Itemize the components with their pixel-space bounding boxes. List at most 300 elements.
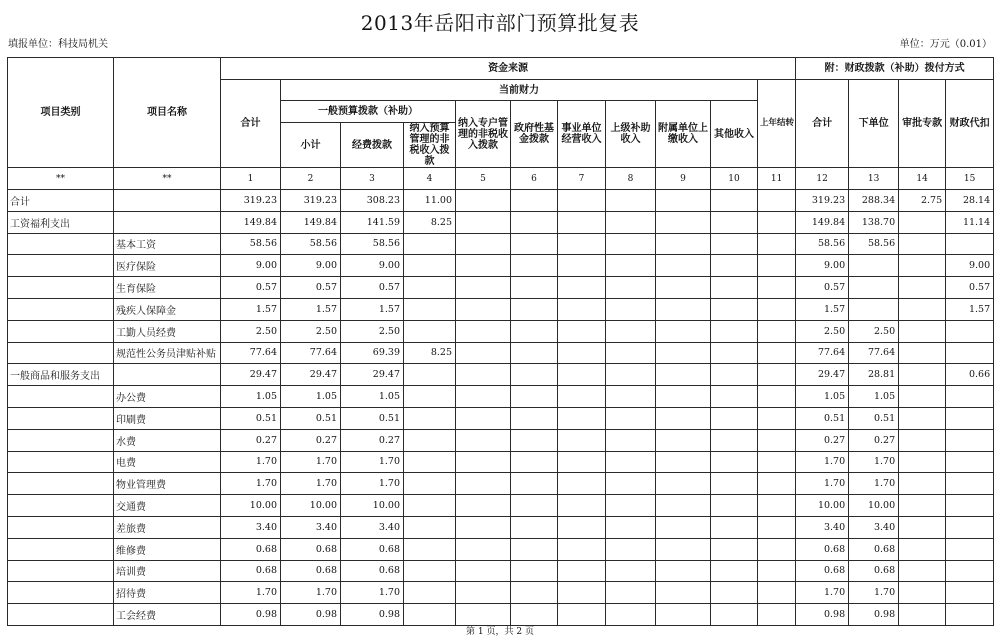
amount-col-12: 1.05 bbox=[796, 386, 849, 408]
amount-col-3: 308.23 bbox=[341, 190, 404, 212]
table-row bbox=[8, 516, 994, 538]
amount-col-4 bbox=[404, 429, 456, 451]
amount-col-6 bbox=[511, 473, 558, 495]
amount-col-7 bbox=[558, 604, 606, 626]
amount-col-2: 77.64 bbox=[281, 342, 341, 364]
amount-col-11 bbox=[758, 277, 796, 299]
row-category bbox=[8, 604, 114, 626]
amount-col-6 bbox=[511, 429, 558, 451]
amount-col-5 bbox=[456, 473, 511, 495]
amount-col-6 bbox=[511, 560, 558, 582]
amount-col-8 bbox=[606, 451, 656, 473]
amount-col-2: 29.47 bbox=[281, 364, 341, 386]
table-row bbox=[8, 582, 994, 604]
amount-col-13: 28.81 bbox=[849, 364, 899, 386]
amount-col-5 bbox=[456, 604, 511, 626]
header-item-name: 项目名称 bbox=[114, 58, 221, 168]
row-category bbox=[8, 233, 114, 255]
row-item-name: 生育保险 bbox=[114, 277, 221, 299]
amount-col-13 bbox=[849, 298, 899, 320]
header-appendix-total: 合计 bbox=[796, 80, 849, 168]
row-category bbox=[8, 582, 114, 604]
amount-col-11 bbox=[758, 582, 796, 604]
table-row bbox=[8, 473, 994, 495]
amount-col-12: 3.40 bbox=[796, 516, 849, 538]
amount-col-5 bbox=[456, 211, 511, 233]
amount-col-3: 10.00 bbox=[341, 495, 404, 517]
amount-col-2: 0.68 bbox=[281, 560, 341, 582]
amount-col-8 bbox=[606, 582, 656, 604]
table-row bbox=[8, 342, 994, 364]
amount-col-10 bbox=[711, 364, 758, 386]
amount-col-15 bbox=[946, 538, 994, 560]
amount-col-15 bbox=[946, 604, 994, 626]
amount-col-4 bbox=[404, 298, 456, 320]
amount-col-5 bbox=[456, 364, 511, 386]
table-row bbox=[8, 386, 994, 408]
amount-col-7 bbox=[558, 451, 606, 473]
amount-col-6 bbox=[511, 386, 558, 408]
amount-col-11 bbox=[758, 473, 796, 495]
amount-col-14 bbox=[899, 538, 946, 560]
amount-col-4 bbox=[404, 386, 456, 408]
table-row bbox=[8, 407, 994, 429]
row-item-name: 电费 bbox=[114, 451, 221, 473]
amount-col-1: 9.00 bbox=[221, 255, 281, 277]
amount-col-3: 0.51 bbox=[341, 407, 404, 429]
amount-col-4 bbox=[404, 560, 456, 582]
amount-col-8 bbox=[606, 342, 656, 364]
amount-col-2: 0.98 bbox=[281, 604, 341, 626]
amount-col-12: 0.98 bbox=[796, 604, 849, 626]
row-category: 工资福利支出 bbox=[8, 211, 114, 233]
amount-col-8 bbox=[606, 190, 656, 212]
amount-col-10 bbox=[711, 190, 758, 212]
amount-col-11 bbox=[758, 342, 796, 364]
amount-col-15: 9.00 bbox=[946, 255, 994, 277]
amount-col-4 bbox=[404, 277, 456, 299]
amount-col-15: 1.57 bbox=[946, 298, 994, 320]
amount-col-2: 1.70 bbox=[281, 582, 341, 604]
amount-col-11 bbox=[758, 604, 796, 626]
amount-col-5 bbox=[456, 451, 511, 473]
amount-col-3: 29.47 bbox=[341, 364, 404, 386]
row-category bbox=[8, 407, 114, 429]
amount-col-15 bbox=[946, 429, 994, 451]
header-general-budget: 一般预算拨款（补助） bbox=[281, 101, 456, 123]
amount-col-13: 138.70 bbox=[849, 211, 899, 233]
amount-col-6 bbox=[511, 255, 558, 277]
amount-col-1: 3.40 bbox=[221, 516, 281, 538]
column-index-cell: 12 bbox=[796, 168, 849, 190]
amount-col-3: 1.57 bbox=[341, 298, 404, 320]
amount-col-1: 319.23 bbox=[221, 190, 281, 212]
amount-col-12: 319.23 bbox=[796, 190, 849, 212]
table-header bbox=[8, 58, 994, 190]
amount-col-4 bbox=[404, 604, 456, 626]
amount-col-3: 2.50 bbox=[341, 320, 404, 342]
amount-col-12: 0.51 bbox=[796, 407, 849, 429]
amount-col-13: 0.98 bbox=[849, 604, 899, 626]
row-item-name: 培训费 bbox=[114, 560, 221, 582]
amount-col-5 bbox=[456, 429, 511, 451]
amount-col-6 bbox=[511, 451, 558, 473]
table-row bbox=[8, 233, 994, 255]
amount-col-10 bbox=[711, 320, 758, 342]
amount-col-14 bbox=[899, 451, 946, 473]
header-gov-fund: 政府性基金拨款 bbox=[511, 101, 558, 168]
amount-col-15: 0.57 bbox=[946, 277, 994, 299]
amount-col-14 bbox=[899, 473, 946, 495]
header-total: 合计 bbox=[221, 80, 281, 168]
amount-col-2: 1.70 bbox=[281, 451, 341, 473]
amount-col-9 bbox=[656, 320, 711, 342]
amount-col-11 bbox=[758, 190, 796, 212]
amount-col-11 bbox=[758, 386, 796, 408]
amount-col-14 bbox=[899, 211, 946, 233]
column-index-cell: 10 bbox=[711, 168, 758, 190]
amount-col-11 bbox=[758, 560, 796, 582]
amount-col-5 bbox=[456, 582, 511, 604]
amount-col-2: 0.27 bbox=[281, 429, 341, 451]
amount-col-1: 0.68 bbox=[221, 560, 281, 582]
row-category bbox=[8, 495, 114, 517]
amount-col-6 bbox=[511, 298, 558, 320]
table-row bbox=[8, 604, 994, 626]
amount-col-2: 1.70 bbox=[281, 473, 341, 495]
amount-col-7 bbox=[558, 211, 606, 233]
amount-col-8 bbox=[606, 277, 656, 299]
header-budget-nontax: 纳入预算管理的非税收入拨款 bbox=[404, 123, 456, 168]
amount-col-9 bbox=[656, 516, 711, 538]
amount-col-6 bbox=[511, 233, 558, 255]
row-item-name bbox=[114, 190, 221, 212]
column-index-cell: 11 bbox=[758, 168, 796, 190]
amount-col-14: 2.75 bbox=[899, 190, 946, 212]
amount-col-4 bbox=[404, 473, 456, 495]
amount-col-12: 2.50 bbox=[796, 320, 849, 342]
row-category bbox=[8, 298, 114, 320]
amount-col-3: 0.68 bbox=[341, 560, 404, 582]
amount-col-11 bbox=[758, 516, 796, 538]
amount-col-11 bbox=[758, 429, 796, 451]
amount-col-7 bbox=[558, 516, 606, 538]
amount-col-9 bbox=[656, 582, 711, 604]
row-category bbox=[8, 255, 114, 277]
amount-col-13: 0.68 bbox=[849, 538, 899, 560]
amount-col-11 bbox=[758, 538, 796, 560]
amount-col-6 bbox=[511, 364, 558, 386]
amount-col-4 bbox=[404, 495, 456, 517]
amount-col-4 bbox=[404, 407, 456, 429]
amount-col-9 bbox=[656, 211, 711, 233]
amount-col-13: 10.00 bbox=[849, 495, 899, 517]
amount-col-3: 0.98 bbox=[341, 604, 404, 626]
amount-col-12: 0.57 bbox=[796, 277, 849, 299]
amount-col-6 bbox=[511, 538, 558, 560]
header-sub-unit: 下单位 bbox=[849, 80, 899, 168]
amount-col-7 bbox=[558, 473, 606, 495]
amount-col-8 bbox=[606, 516, 656, 538]
amount-col-8 bbox=[606, 211, 656, 233]
row-item-name: 交通费 bbox=[114, 495, 221, 517]
amount-col-6 bbox=[511, 320, 558, 342]
amount-col-9 bbox=[656, 451, 711, 473]
amount-col-7 bbox=[558, 233, 606, 255]
amount-col-9 bbox=[656, 604, 711, 626]
amount-col-9 bbox=[656, 560, 711, 582]
amount-col-3: 1.05 bbox=[341, 386, 404, 408]
amount-col-9 bbox=[656, 255, 711, 277]
table-row bbox=[8, 495, 994, 517]
header-business-income: 事业单位经营收入 bbox=[558, 101, 606, 168]
header-funding-source: 资金来源 bbox=[221, 58, 796, 80]
amount-col-2: 1.05 bbox=[281, 386, 341, 408]
table-row bbox=[8, 364, 994, 386]
row-category bbox=[8, 386, 114, 408]
amount-col-7 bbox=[558, 298, 606, 320]
amount-col-10 bbox=[711, 516, 758, 538]
amount-col-13: 3.40 bbox=[849, 516, 899, 538]
amount-col-6 bbox=[511, 516, 558, 538]
amount-col-7 bbox=[558, 495, 606, 517]
amount-col-12: 77.64 bbox=[796, 342, 849, 364]
amount-col-5 bbox=[456, 190, 511, 212]
amount-col-5 bbox=[456, 495, 511, 517]
amount-col-13: 0.27 bbox=[849, 429, 899, 451]
amount-col-13: 2.50 bbox=[849, 320, 899, 342]
amount-col-11 bbox=[758, 407, 796, 429]
amount-col-4 bbox=[404, 255, 456, 277]
amount-col-10 bbox=[711, 211, 758, 233]
amount-col-9 bbox=[656, 429, 711, 451]
amount-col-10 bbox=[711, 407, 758, 429]
amount-col-2: 319.23 bbox=[281, 190, 341, 212]
row-item-name: 规范性公务员津贴补贴 bbox=[114, 342, 221, 364]
column-index-cell: 15 bbox=[946, 168, 994, 190]
amount-col-14 bbox=[899, 604, 946, 626]
amount-col-14 bbox=[899, 277, 946, 299]
amount-col-14 bbox=[899, 516, 946, 538]
header-special-account-nontax: 纳入专户管理的非税收入拨款 bbox=[456, 101, 511, 168]
row-item-name: 办公费 bbox=[114, 386, 221, 408]
amount-col-14 bbox=[899, 407, 946, 429]
table-row bbox=[8, 255, 994, 277]
amount-col-14 bbox=[899, 342, 946, 364]
table-row bbox=[8, 429, 994, 451]
header-carryover: 上年结转 bbox=[758, 80, 796, 168]
amount-col-13 bbox=[849, 277, 899, 299]
table-row bbox=[8, 190, 994, 212]
amount-col-10 bbox=[711, 386, 758, 408]
amount-col-10 bbox=[711, 277, 758, 299]
row-category bbox=[8, 516, 114, 538]
column-index-cell: 3 bbox=[341, 168, 404, 190]
amount-col-12: 1.70 bbox=[796, 582, 849, 604]
row-category bbox=[8, 473, 114, 495]
amount-col-4 bbox=[404, 233, 456, 255]
amount-col-1: 1.57 bbox=[221, 298, 281, 320]
amount-col-10 bbox=[711, 429, 758, 451]
amount-col-4 bbox=[404, 516, 456, 538]
header-superior-subsidy: 上级补助收入 bbox=[606, 101, 656, 168]
amount-col-7 bbox=[558, 407, 606, 429]
header-other-income: 其他收入 bbox=[711, 101, 758, 168]
header-subtotal: 小计 bbox=[281, 123, 341, 168]
amount-col-1: 58.56 bbox=[221, 233, 281, 255]
amount-col-5 bbox=[456, 386, 511, 408]
amount-col-9 bbox=[656, 538, 711, 560]
amount-col-10 bbox=[711, 233, 758, 255]
page-number: 第 1 页，共 2 页 bbox=[466, 627, 534, 637]
amount-col-11 bbox=[758, 255, 796, 277]
column-index-cell: 6 bbox=[511, 168, 558, 190]
column-index-cell: 7 bbox=[558, 168, 606, 190]
amount-col-15: 11.14 bbox=[946, 211, 994, 233]
amount-col-13: 1.05 bbox=[849, 386, 899, 408]
row-item-name bbox=[114, 211, 221, 233]
amount-col-10 bbox=[711, 538, 758, 560]
amount-col-3: 141.59 bbox=[341, 211, 404, 233]
column-index-cell: 2 bbox=[281, 168, 341, 190]
amount-col-13: 1.70 bbox=[849, 582, 899, 604]
header-fund-allocation: 经费拨款 bbox=[341, 123, 404, 168]
amount-col-12: 29.47 bbox=[796, 364, 849, 386]
amount-col-9 bbox=[656, 233, 711, 255]
amount-col-11 bbox=[758, 320, 796, 342]
amount-col-5 bbox=[456, 407, 511, 429]
amount-col-2: 10.00 bbox=[281, 495, 341, 517]
amount-col-8 bbox=[606, 604, 656, 626]
amount-col-6 bbox=[511, 277, 558, 299]
amount-col-2: 149.84 bbox=[281, 211, 341, 233]
amount-col-7 bbox=[558, 342, 606, 364]
amount-col-6 bbox=[511, 342, 558, 364]
amount-col-8 bbox=[606, 364, 656, 386]
row-item-name: 招待费 bbox=[114, 582, 221, 604]
amount-col-10 bbox=[711, 473, 758, 495]
column-index-cell: 14 bbox=[899, 168, 946, 190]
amount-col-8 bbox=[606, 233, 656, 255]
column-index-cell: ** bbox=[114, 168, 221, 190]
amount-col-2: 0.51 bbox=[281, 407, 341, 429]
table-row bbox=[8, 211, 994, 233]
page-title: 2013年岳阳市部门预算批复表 bbox=[360, 11, 640, 35]
amount-col-15: 28.14 bbox=[946, 190, 994, 212]
amount-col-10 bbox=[711, 560, 758, 582]
amount-col-12: 1.70 bbox=[796, 451, 849, 473]
amount-col-8 bbox=[606, 386, 656, 408]
amount-col-5 bbox=[456, 538, 511, 560]
amount-col-7 bbox=[558, 277, 606, 299]
amount-col-12: 0.27 bbox=[796, 429, 849, 451]
amount-col-6 bbox=[511, 604, 558, 626]
amount-col-1: 1.70 bbox=[221, 451, 281, 473]
amount-col-14 bbox=[899, 364, 946, 386]
amount-col-8 bbox=[606, 298, 656, 320]
table-row bbox=[8, 538, 994, 560]
amount-col-3: 1.70 bbox=[341, 582, 404, 604]
amount-col-11 bbox=[758, 364, 796, 386]
amount-col-3: 1.70 bbox=[341, 473, 404, 495]
amount-col-1: 10.00 bbox=[221, 495, 281, 517]
amount-col-1: 0.27 bbox=[221, 429, 281, 451]
table-row bbox=[8, 320, 994, 342]
row-item-name: 工会经费 bbox=[114, 604, 221, 626]
header-withholding: 财政代扣 bbox=[946, 80, 994, 168]
amount-col-9 bbox=[656, 298, 711, 320]
amount-col-13: 77.64 bbox=[849, 342, 899, 364]
table-row bbox=[8, 451, 994, 473]
amount-col-3: 0.68 bbox=[341, 538, 404, 560]
amount-col-12: 1.70 bbox=[796, 473, 849, 495]
amount-col-11 bbox=[758, 451, 796, 473]
amount-col-7 bbox=[558, 429, 606, 451]
amount-col-4: 8.25 bbox=[404, 342, 456, 364]
amount-col-14 bbox=[899, 298, 946, 320]
amount-col-4 bbox=[404, 451, 456, 473]
row-category: 一般商品和服务支出 bbox=[8, 364, 114, 386]
amount-col-4: 11.00 bbox=[404, 190, 456, 212]
amount-col-13: 58.56 bbox=[849, 233, 899, 255]
amount-col-2: 9.00 bbox=[281, 255, 341, 277]
amount-col-14 bbox=[899, 560, 946, 582]
amount-col-14 bbox=[899, 429, 946, 451]
column-index-cell: 8 bbox=[606, 168, 656, 190]
amount-col-15 bbox=[946, 386, 994, 408]
amount-col-12: 9.00 bbox=[796, 255, 849, 277]
amount-col-1: 77.64 bbox=[221, 342, 281, 364]
amount-col-1: 0.51 bbox=[221, 407, 281, 429]
amount-col-15 bbox=[946, 516, 994, 538]
row-item-name: 残疾人保障金 bbox=[114, 298, 221, 320]
amount-col-5 bbox=[456, 298, 511, 320]
amount-col-6 bbox=[511, 495, 558, 517]
row-item-name: 基本工资 bbox=[114, 233, 221, 255]
column-index-row bbox=[8, 168, 994, 190]
amount-col-1: 1.70 bbox=[221, 473, 281, 495]
amount-col-1: 0.68 bbox=[221, 538, 281, 560]
amount-col-11 bbox=[758, 298, 796, 320]
row-category bbox=[8, 342, 114, 364]
column-index-cell: 1 bbox=[221, 168, 281, 190]
column-index-cell: 13 bbox=[849, 168, 899, 190]
amount-col-14 bbox=[899, 255, 946, 277]
amount-col-8 bbox=[606, 429, 656, 451]
amount-col-5 bbox=[456, 516, 511, 538]
amount-col-7 bbox=[558, 538, 606, 560]
header-category: 项目类别 bbox=[8, 58, 114, 168]
amount-col-14 bbox=[899, 386, 946, 408]
column-index-cell: 9 bbox=[656, 168, 711, 190]
amount-col-15 bbox=[946, 473, 994, 495]
amount-col-15: 0.66 bbox=[946, 364, 994, 386]
column-index-cell: ** bbox=[8, 168, 114, 190]
amount-col-5 bbox=[456, 233, 511, 255]
header-appendix: 附：财政拨款（补助）拨付方式 bbox=[796, 58, 994, 80]
amount-col-5 bbox=[456, 277, 511, 299]
column-index-cell: 5 bbox=[456, 168, 511, 190]
amount-col-5 bbox=[456, 255, 511, 277]
amount-col-13: 1.70 bbox=[849, 473, 899, 495]
amount-col-10 bbox=[711, 604, 758, 626]
table-row bbox=[8, 560, 994, 582]
amount-col-14 bbox=[899, 233, 946, 255]
row-category bbox=[8, 560, 114, 582]
amount-col-6 bbox=[511, 582, 558, 604]
amount-col-14 bbox=[899, 495, 946, 517]
amount-col-15 bbox=[946, 582, 994, 604]
